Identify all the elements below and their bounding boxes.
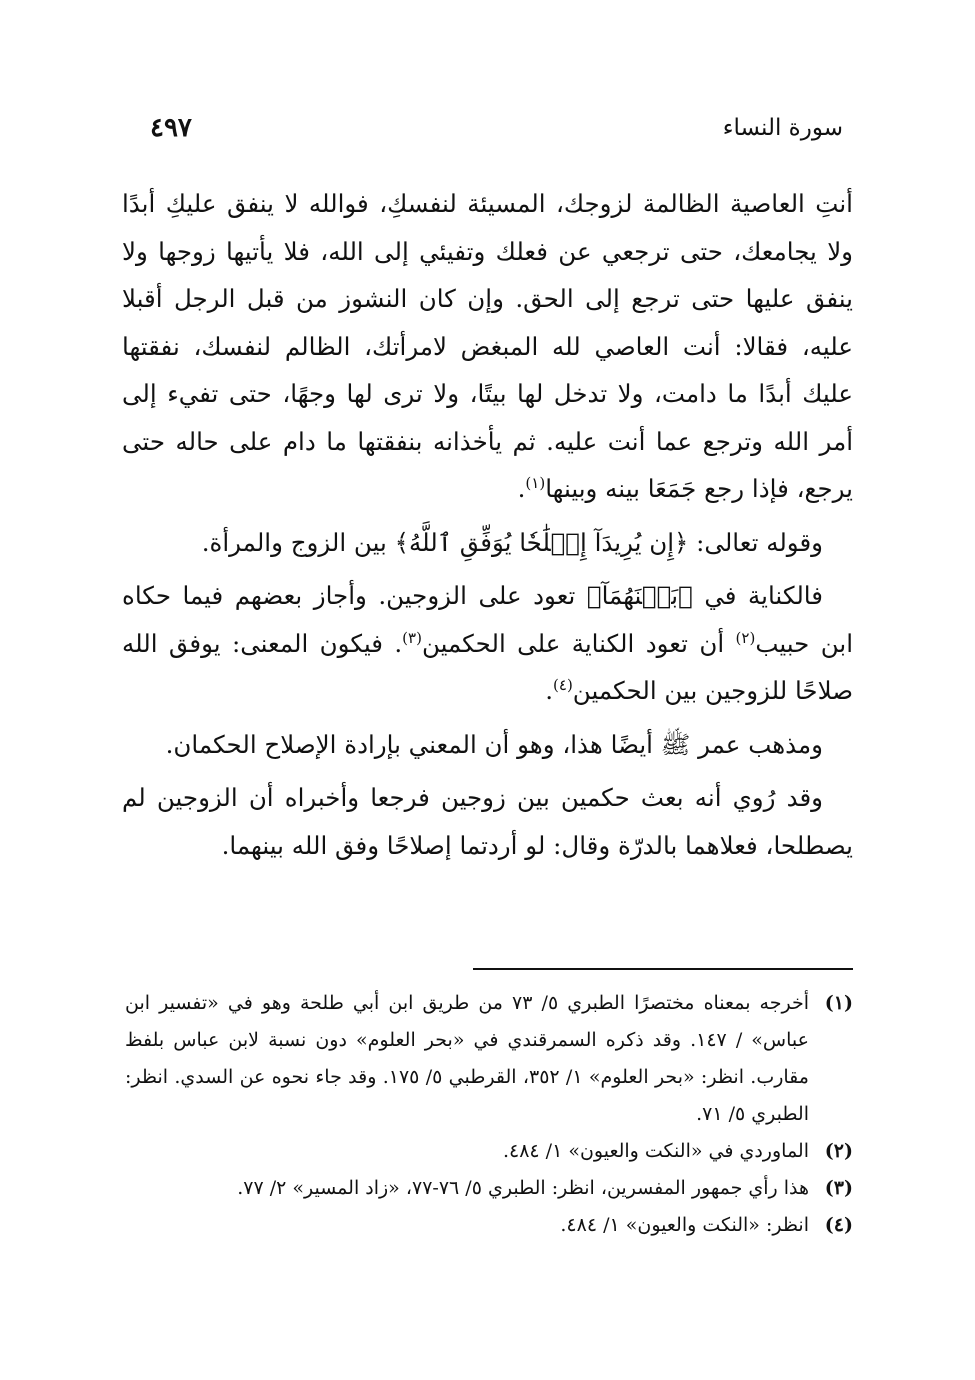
footnote-text: أخرجه بمعناه مختصرًا الطبري ٥/ ٧٣ من طريق ابن أبي طلحة وهو في «تفسير ابن عباس» / ١٤٧. وقد ذكره السمرقندي في «بحر العلوم» دون نسبة لابن عباس بلفظ مقارب. انظر: «بحر العلوم» ١/ ٣٥٢، القرطبي ٥/ ١٧٥. وقد جاء نحوه عن السدي. انظر: الطبري ٥/ ٧١.	[125, 992, 809, 1125]
surah-title: سورة النساء	[722, 115, 843, 141]
footnote-ref-2: (٢)	[735, 628, 756, 647]
paragraph-2-intro: وقوله تعالى:	[688, 527, 823, 557]
footnote-ref-4: (٤)	[553, 675, 573, 694]
paragraph-2	[122, 519, 853, 567]
paragraph-4: ومذهب عمر ﷺ أيضًا هذا، وهو أن المعني بإرادة الإصلاح الحكمان.	[165, 729, 823, 759]
footnote-text: هذا رأي جمهور المفسرين، انظر: الطبري ٥/ ٧٦-٧٧، «زاد المسير» ٢/ ٧٧.	[237, 1177, 809, 1199]
paragraph-3-end: .	[545, 676, 554, 705]
paragraph-2-rest: بين الزوج والمرأة.	[201, 527, 395, 557]
paragraph-1-end: .	[517, 474, 526, 503]
main-text	[122, 180, 853, 869]
quran-verse: ﴿إِن يُرِيدَآ إِصۡلَٰحٗا يُوَفِّقِ ٱللَّهُ﴾	[394, 527, 689, 557]
footnote-text: انظر: «النكت والعيون» ١/ ٤٨٤.	[560, 1214, 809, 1236]
footnote-2	[125, 1133, 853, 1170]
footnote-1	[125, 985, 853, 1133]
footnote-text: الماوردي في «النكت والعيون» ١/ ٤٨٤.	[502, 1140, 809, 1162]
footnote-ref-1: (١)	[525, 473, 546, 492]
paragraph-3-part-c: أن تعود الكناية على الحكمين	[421, 628, 736, 658]
page-header	[150, 108, 843, 148]
paragraph-1	[122, 180, 853, 513]
footnotes	[125, 985, 853, 1244]
paragraph-3-intro: فالكناية في	[692, 581, 823, 610]
footnote-4	[125, 1207, 853, 1244]
footnote-number: (٣)	[824, 1177, 853, 1199]
footnote-ref-3: (٣)	[402, 628, 422, 647]
paragraph-1-text: أنتِ العاصية الظالمة لزوجك، المسيئة لنفسكِ، فوالله لا ينفق عليكِ أبدًا ولا يجامعك، حتى ترجعي عن فعلك وتفيئي إلى الله، فلا يأتيها زوجها ولا ينفق عليها حتى ترجع إلى الحق. وإن كان النشوز من قبل الرجل أقبلا عليه، فقالا: أنت العاصي لله المبغض لامرأتك، الظالم لنفسك، نفقتها عليك أبدًا ما دامت، ولا تدخل لها بيتًا، ولا ترى لها وجهًا، حتى تفيء إلى أمر الله وترجع عما أنت عليه. ثم يأخذانه بنفقتها ما دام على حاله حتى يرجع، فإذا رجع جَمَعَا بينه وبينها	[122, 189, 853, 503]
page-number: ٤٩٧	[150, 113, 192, 143]
paragraph-3-part-b: تعود على الزوجين. وأجاز بعضهم فيما حكاه ابن حبيب	[122, 581, 853, 658]
footnote-3	[125, 1170, 853, 1207]
paragraph-3-part-d: . فيكون المعنى: يوفق الله صلاحًا للزوجين بين الحكمين	[122, 628, 853, 705]
quran-word: ﴿بَيۡنَهُمَآ﴾	[586, 581, 693, 610]
footnote-number: (١)	[824, 992, 853, 1014]
paragraph-3	[122, 572, 853, 715]
footnote-separator	[473, 968, 853, 970]
footnote-number: (٤)	[824, 1214, 853, 1236]
paragraph-5: وقد رُوي أنه بعث حكمين بين زوجين فرجعا وأخبراه أن الزوجين لم يصطلحا، فعلاهما بالدرّة وقال: لو أردتما إصلاحًا وفق الله بينهما.	[122, 783, 853, 860]
footnote-number: (٢)	[824, 1140, 853, 1162]
